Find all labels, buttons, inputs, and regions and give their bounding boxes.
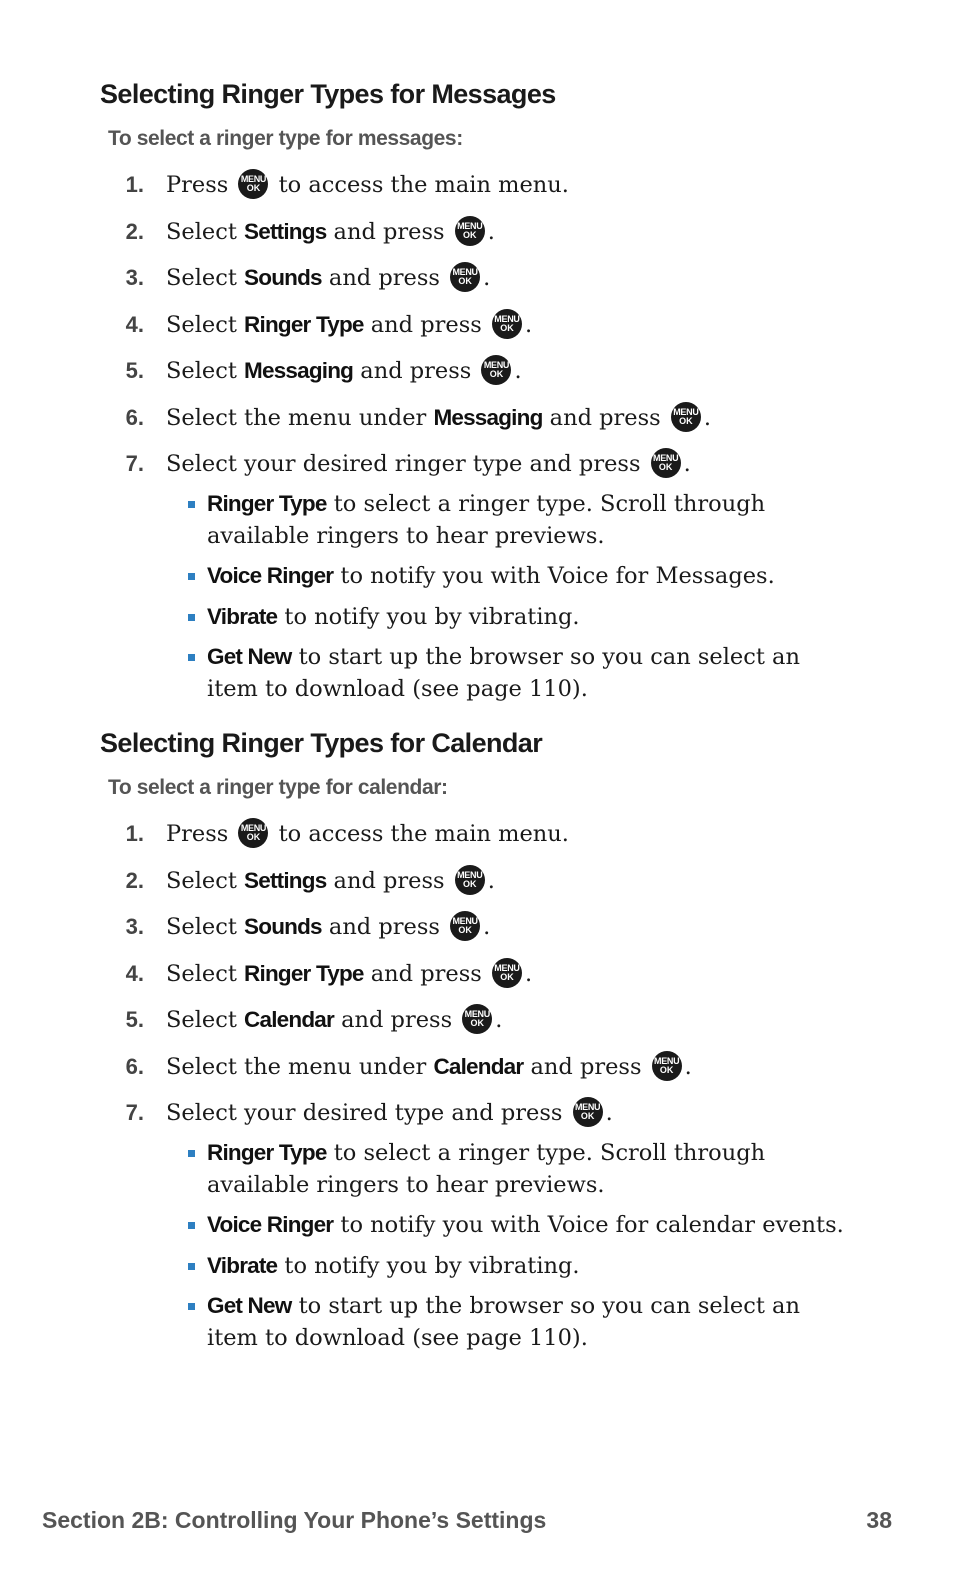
bullet-icon xyxy=(188,573,195,580)
menu-option-name: Ringer Type xyxy=(244,960,364,986)
step-item xyxy=(100,904,900,951)
step-period: . xyxy=(524,960,533,987)
step-period: . xyxy=(605,1100,613,1126)
menu-option-name: Settings xyxy=(244,218,327,244)
step-text: and press xyxy=(326,218,452,245)
bullet-icon xyxy=(188,1222,195,1229)
instruction-section xyxy=(100,72,900,714)
footer-section-title: Section 2B: Controlling Your Phone’s Settings xyxy=(42,1507,547,1533)
menu-key-label: MENU xyxy=(494,962,520,973)
step-item xyxy=(100,997,900,1044)
option-description: to start up the browser so you can select an item to download (see page 110). xyxy=(207,1293,800,1351)
step-period: . xyxy=(683,451,691,477)
step-text: Select xyxy=(166,867,245,894)
option-description: to notify you with Voice for calendar events. xyxy=(333,1212,844,1238)
menu-ok-key-icon xyxy=(652,1051,682,1081)
step-number: 2. xyxy=(125,867,144,893)
bullet-icon xyxy=(188,1263,195,1270)
step-item xyxy=(100,302,900,349)
ok-key-label: OK xyxy=(458,276,472,286)
step-period: . xyxy=(495,1007,503,1033)
option-name: Vibrate xyxy=(207,603,278,629)
option-description: to start up the browser so you can select an item to download (see page 110). xyxy=(207,644,800,702)
step-text: to access the main menu. xyxy=(271,821,569,847)
menu-option-name: Messaging xyxy=(433,404,543,430)
step-period: . xyxy=(483,914,491,940)
step-period: . xyxy=(487,218,495,245)
option-item xyxy=(207,601,857,633)
menu-ok-key-icon xyxy=(238,818,268,848)
step-text: Select your desired ringer type and press xyxy=(166,451,648,477)
step-text: Select the menu under xyxy=(166,1053,434,1080)
option-item xyxy=(207,1209,857,1241)
option-name: Get New xyxy=(207,1293,292,1318)
step-period: . xyxy=(524,311,533,338)
menu-key-label: MENU xyxy=(653,453,679,463)
step-text: Select xyxy=(166,265,245,291)
step-text: and press xyxy=(523,1053,649,1080)
step-text: Select xyxy=(166,358,245,384)
menu-key-label: MENU xyxy=(240,174,267,184)
step-number: 6. xyxy=(125,1053,144,1079)
menu-key-label: MENU xyxy=(240,823,267,833)
step-item xyxy=(100,348,900,395)
menu-key-label: MENU xyxy=(464,1009,490,1019)
bullet-icon xyxy=(188,1303,195,1310)
ok-key-label: OK xyxy=(500,971,514,982)
menu-ok-key-icon xyxy=(455,865,485,895)
step-item xyxy=(100,951,900,998)
step-item xyxy=(100,441,900,488)
option-description: to notify you by vibrating. xyxy=(277,603,580,630)
menu-ok-key-icon xyxy=(450,262,480,292)
menu-key-label: MENU xyxy=(673,406,699,417)
step-number: 4. xyxy=(125,311,144,337)
menu-key-label: MENU xyxy=(457,220,483,231)
option-item xyxy=(207,1137,857,1201)
step-text: Select your desired type and press xyxy=(166,1100,570,1126)
menu-key-label: MENU xyxy=(452,916,478,926)
step-text: and press xyxy=(333,1007,460,1033)
step-item xyxy=(100,858,900,905)
step-number: 7. xyxy=(125,451,144,476)
page-footer xyxy=(42,1500,892,1540)
step-number: 5. xyxy=(125,358,144,383)
step-period: . xyxy=(514,358,522,384)
ok-key-label: OK xyxy=(658,462,673,472)
step-period: . xyxy=(684,1053,692,1080)
options-list xyxy=(100,1137,900,1355)
step-text: and press xyxy=(353,358,479,384)
step-text: Select xyxy=(166,311,245,338)
option-item xyxy=(207,560,857,592)
option-name: Ringer Type xyxy=(207,490,327,516)
menu-option-name: Settings xyxy=(244,867,327,893)
option-description: to select a ringer type. Scroll through available ringers to hear previews. xyxy=(207,490,766,549)
ok-key-label: OK xyxy=(246,832,261,842)
steps-list xyxy=(100,162,900,488)
option-item xyxy=(207,641,857,705)
menu-ok-key-icon xyxy=(671,402,701,432)
option-name: Get New xyxy=(207,644,292,669)
ok-key-label: OK xyxy=(463,878,477,889)
option-name: Voice Ringer xyxy=(207,1212,334,1237)
step-text: and press xyxy=(542,404,668,431)
step-number: 5. xyxy=(125,1007,144,1032)
step-text: Select the menu under xyxy=(166,404,434,431)
step-text: Press xyxy=(166,821,236,847)
step-number: 7. xyxy=(125,1100,144,1125)
menu-option-name: Sounds xyxy=(244,914,322,939)
menu-option-name: Calendar xyxy=(244,1007,334,1032)
bullet-icon xyxy=(188,614,195,621)
menu-ok-key-icon xyxy=(455,216,485,246)
step-text: Press xyxy=(166,172,236,198)
step-item xyxy=(100,209,900,256)
menu-key-label: MENU xyxy=(457,869,483,880)
option-item xyxy=(207,1250,857,1282)
step-text: Select xyxy=(166,960,245,987)
ok-key-label: OK xyxy=(580,1111,595,1121)
option-name: Voice Ringer xyxy=(207,563,334,588)
menu-option-name: Calendar xyxy=(433,1053,524,1079)
step-text: and press xyxy=(363,960,489,987)
step-item xyxy=(100,395,900,442)
page-number: 38 xyxy=(866,1507,892,1533)
step-number: 3. xyxy=(125,265,144,290)
section-intro: To select a ringer type for messages: xyxy=(108,127,463,150)
section-heading: Selecting Ringer Types for Calendar xyxy=(100,728,543,758)
ok-key-label: OK xyxy=(246,183,261,193)
option-item xyxy=(207,488,857,552)
section-heading: Selecting Ringer Types for Messages xyxy=(100,79,556,109)
step-number: 1. xyxy=(125,821,144,846)
option-description: to notify you with Voice for Messages. xyxy=(333,563,775,589)
step-text: Select xyxy=(166,914,245,940)
menu-key-label: MENU xyxy=(654,1055,680,1066)
option-description: to notify you by vibrating. xyxy=(277,1252,580,1279)
ok-key-label: OK xyxy=(500,322,514,333)
menu-option-name: Ringer Type xyxy=(244,311,364,337)
menu-ok-key-icon xyxy=(481,355,511,385)
menu-ok-key-icon xyxy=(651,448,681,478)
step-number: 2. xyxy=(125,218,144,244)
bullet-icon xyxy=(188,501,195,508)
option-name: Ringer Type xyxy=(207,1139,327,1165)
option-item xyxy=(207,1290,857,1354)
steps-list xyxy=(100,811,900,1137)
step-item xyxy=(100,162,900,209)
menu-option-name: Sounds xyxy=(244,265,322,290)
step-item xyxy=(100,1044,900,1091)
step-text: and press xyxy=(326,867,452,894)
section-intro: To select a ringer type for calendar: xyxy=(108,776,448,799)
option-name: Vibrate xyxy=(207,1252,278,1278)
step-text: to access the main menu. xyxy=(271,172,569,198)
step-text: and press xyxy=(363,311,489,338)
menu-key-label: MENU xyxy=(452,267,478,277)
menu-ok-key-icon xyxy=(492,958,522,988)
option-description: to select a ringer type. Scroll through available ringers to hear previews. xyxy=(207,1139,766,1198)
step-item xyxy=(100,255,900,302)
step-number: 3. xyxy=(125,914,144,939)
instruction-section xyxy=(100,721,900,1363)
menu-option-name: Messaging xyxy=(244,358,354,383)
step-text: and press xyxy=(321,265,448,291)
step-text: Select xyxy=(166,1007,245,1033)
step-number: 4. xyxy=(125,960,144,986)
step-number: 1. xyxy=(125,172,144,197)
step-period: . xyxy=(703,404,712,431)
ok-key-label: OK xyxy=(679,415,693,426)
step-number: 6. xyxy=(125,404,144,430)
ok-key-label: OK xyxy=(659,1064,674,1075)
ok-key-label: OK xyxy=(463,229,477,240)
ok-key-label: OK xyxy=(458,925,472,935)
bullet-icon xyxy=(188,1150,195,1157)
menu-ok-key-icon xyxy=(238,169,268,199)
menu-key-label: MENU xyxy=(574,1102,601,1112)
step-text: Select xyxy=(166,218,245,245)
bullet-icon xyxy=(188,654,195,661)
menu-key-label: MENU xyxy=(483,360,510,370)
menu-ok-key-icon xyxy=(492,309,522,339)
ok-key-label: OK xyxy=(470,1018,485,1028)
options-list xyxy=(100,488,900,706)
menu-ok-key-icon xyxy=(573,1097,603,1127)
ok-key-label: OK xyxy=(489,369,504,379)
step-item xyxy=(100,811,900,858)
step-item xyxy=(100,1090,900,1137)
step-period: . xyxy=(487,867,495,894)
step-text: and press xyxy=(321,914,448,940)
menu-ok-key-icon xyxy=(450,911,480,941)
step-period: . xyxy=(483,265,491,291)
menu-ok-key-icon xyxy=(462,1004,492,1034)
menu-key-label: MENU xyxy=(494,313,520,324)
